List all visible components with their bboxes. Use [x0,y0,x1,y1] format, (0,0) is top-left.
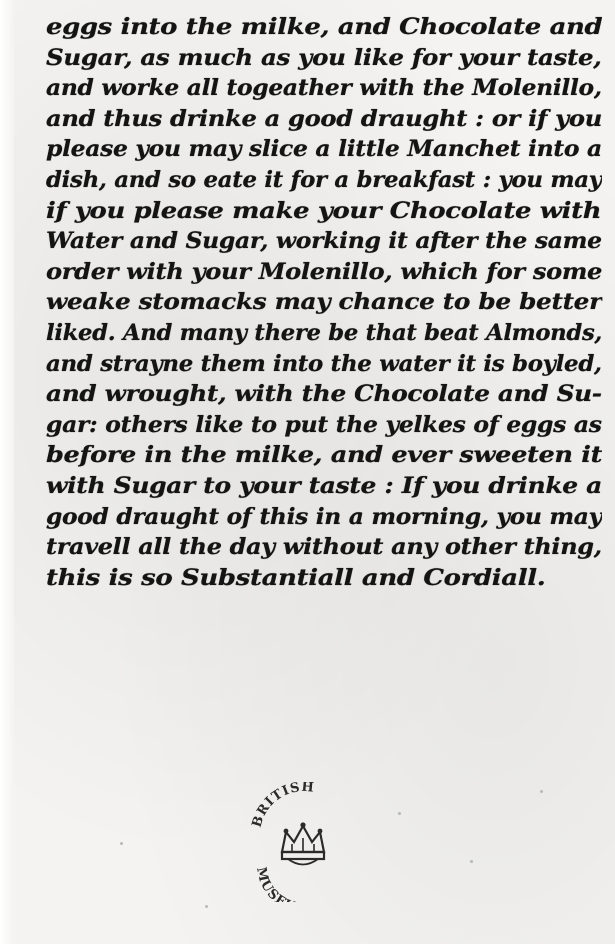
text-line: dish, and so eate it for a breakfast : you may [46,166,602,193]
body-text [46,12,602,593]
british-museum-stamp [248,782,358,902]
text-line: this is so Substantiall and Cordiall. [46,564,546,591]
paper-speck [470,860,473,863]
paper-speck [540,790,543,793]
text-line: if you please make your Chocolate with [46,197,602,224]
text-line: with Sugar to your taste : If you drinke a [46,472,603,499]
text-line: before in the milke, and ever sweeten it [46,442,602,469]
text-line: good draught of this in a morning, you may [46,503,602,530]
crown-icon [282,822,324,864]
paper-speck [205,905,208,908]
text-line: travell all the day without any other thing, [46,534,602,561]
stamp-bottom-text: MUSE [253,865,290,902]
text-line: Water and Sugar, working it after the same [46,228,602,255]
text-line: gar: others like to put the yelkes of eggs as [46,411,602,438]
text-line: weake stomacks may chance to be better [46,289,602,316]
text-line: and thus drinke a good draught : or if you [46,105,602,132]
paper-speck [398,812,401,815]
stamp-top-text: BRITISH [249,782,316,830]
text-line: order with your Molenillo, which for some [46,258,603,285]
text-line: and worke all togeather with the Molenillo, [46,75,602,102]
stamp-graphic [248,782,358,902]
page-edge [0,0,14,944]
paper-speck [120,842,123,845]
text-line: Sugar, as much as you like for your taste, [46,44,602,71]
text-line: liked. And many there be that beat Almonds, [46,319,603,346]
text-line: and strayne them into the water it is boyled, [46,350,602,377]
text-line: and wrought, with the Chocolate and Su- [46,381,602,408]
text-line: eggs into the milke, and Chocolate and [46,14,603,40]
text-line: please you may slice a little Manchet into a [46,136,602,163]
